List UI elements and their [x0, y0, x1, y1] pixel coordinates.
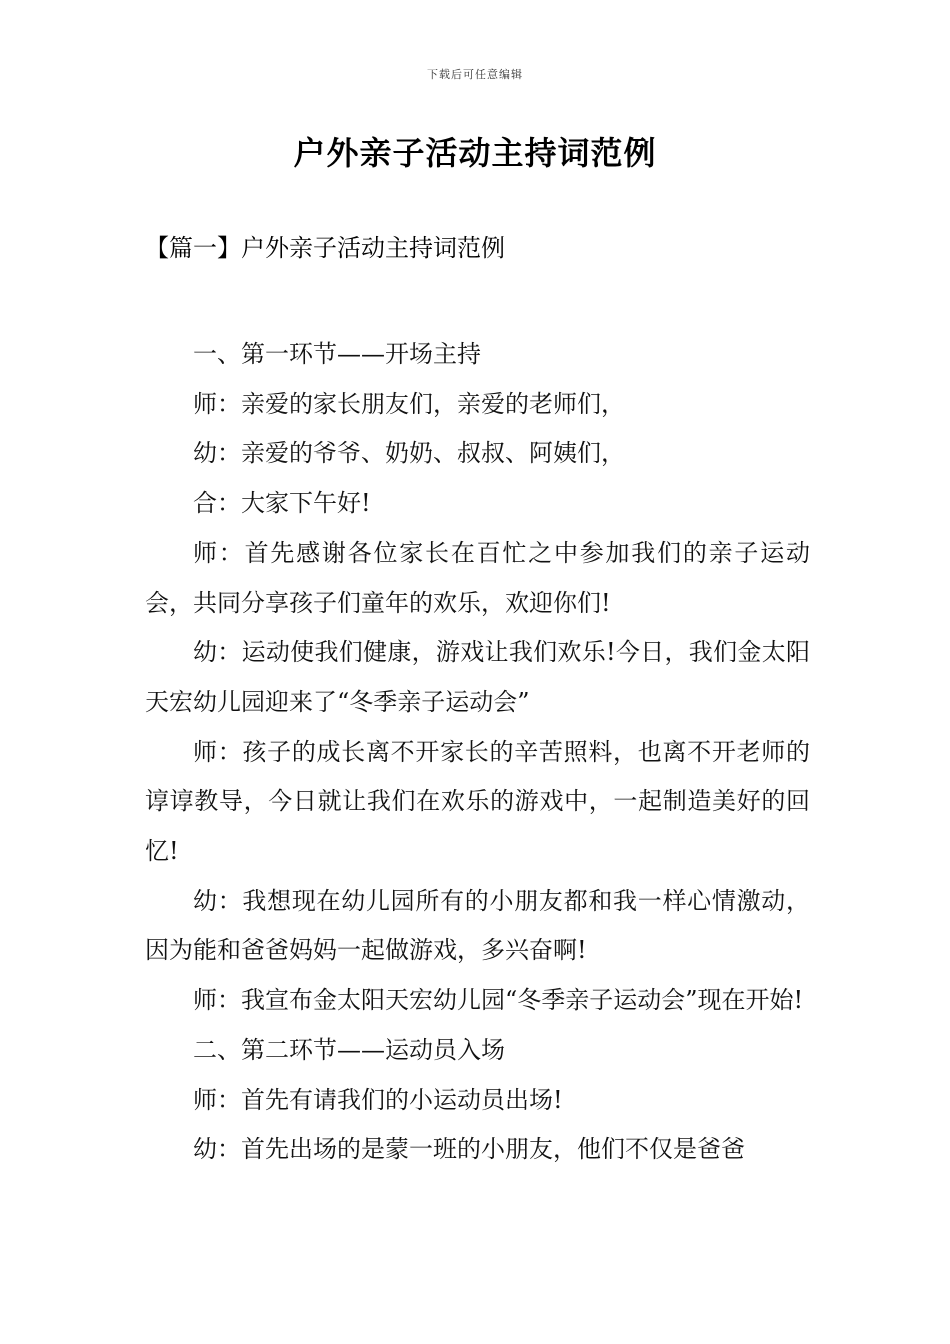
paragraph: 师：我宣布金太阳天宏幼儿园“冬季亲子运动会”现在开始!	[193, 986, 804, 1015]
paragraph: 师：首先有请我们的小运动员出场!	[193, 1085, 563, 1114]
paragraph: 幼：我想现在幼儿园所有的小朋友都和我一样心情激动，因为能和爸爸妈妈一起做游戏，多兴奋啊!	[145, 886, 810, 965]
paragraph: 幼：亲爱的爷爷、奶奶、叔叔、阿姨们，	[193, 439, 625, 468]
document-title: 户外亲子活动主持词范例	[293, 134, 657, 172]
paragraph: 师：孩子的成长离不开家长的辛苦照料，也离不开老师的谆谆教导，今日就让我们在欢乐的游戏中，一起制造美好的回忆!	[145, 737, 810, 866]
paragraph: 二、第二环节——运动员入场	[193, 1035, 505, 1064]
paragraph: 一、第一环节——开场主持	[193, 340, 481, 368]
paragraph: 师：亲爱的家长朋友们，亲爱的老师们，	[193, 389, 625, 418]
paragraph: 幼：首先出场的是蒙一班的小朋友，他们不仅是爸爸	[193, 1135, 745, 1164]
section-title: 【篇一】户外亲子活动主持词范例	[145, 234, 505, 262]
document-body	[145, 330, 810, 1175]
page-header-note: 下载后可任意编辑	[427, 68, 523, 81]
paragraph: 幼：运动使我们健康，游戏让我们欢乐!今日，我们金太阳天宏幼儿园迎来了“冬季亲子运动会”	[145, 638, 810, 716]
paragraph: 合：大家下午好!	[193, 489, 371, 518]
paragraph: 师：首先感谢各位家长在百忙之中参加我们的亲子运动会，共同分享孩子们童年的欢乐，欢迎你们!	[145, 538, 810, 617]
